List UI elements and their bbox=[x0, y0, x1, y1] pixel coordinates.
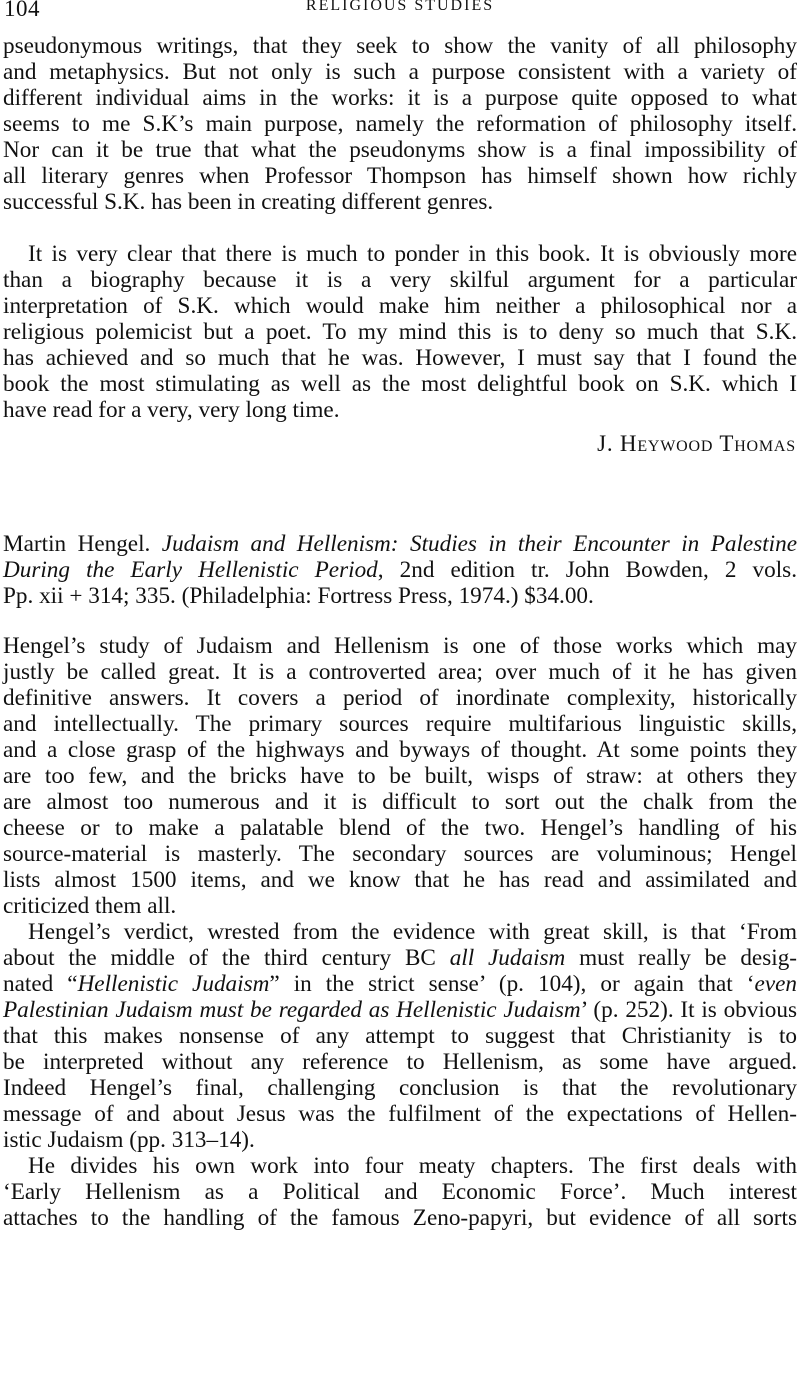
text-line: pseudonymous writings, that they seek to show the vanity of all philosophy bbox=[3, 33, 797, 59]
text-line bbox=[3, 945, 797, 971]
text-line: religious polemicist but a poet. To my mind this is to deny so much that S.K. bbox=[3, 319, 797, 345]
citation-line bbox=[3, 557, 797, 583]
text-line: interpretation of S.K. which would make him neither a philosophical nor a bbox=[3, 293, 797, 319]
text-line: are too few, and the bricks have to be built, wisps of straw: at others they bbox=[3, 763, 797, 789]
text-line: definitive answers. It covers a period of inordinate complexity, historically bbox=[3, 685, 797, 711]
text-line: seems to me S.K’s main purpose, namely the reformation of philosophy itself. bbox=[3, 111, 797, 137]
text-line: He divides his own work into four meaty chapters. The first deals with bbox=[28, 1153, 797, 1179]
text-line: lists almost 1500 items, and we know that he has read and assimilated and bbox=[3, 867, 797, 893]
text-line: have read for a very, very long time. bbox=[3, 397, 340, 423]
text-line: istic Judaism (pp. 313–14). bbox=[3, 1127, 255, 1153]
text-line: justly be called great. It is a controverted area; over much of it he has given bbox=[3, 659, 797, 685]
citation-line bbox=[3, 531, 797, 557]
italic-run: even bbox=[754, 971, 798, 997]
italic-run: Palestinian Judaism must be regarded as Hellenistic Judaism bbox=[3, 997, 581, 1023]
book-citation bbox=[3, 531, 797, 609]
page-number: 104 bbox=[4, 0, 40, 21]
running-head bbox=[0, 0, 800, 24]
text-line: different individual aims in the works: it is a purpose quite opposed to what bbox=[3, 85, 797, 111]
previous-review-paragraph-2 bbox=[3, 241, 797, 423]
text-line: message of and about Jesus was the fulfilment of the expectations of Hellen- bbox=[3, 1101, 797, 1127]
text-line bbox=[3, 997, 797, 1023]
text-run: nated “ bbox=[3, 971, 78, 997]
review-paragraph-1 bbox=[3, 633, 797, 919]
text-line: be interpreted without any reference to Hellenism, as some have argued. bbox=[3, 1049, 797, 1075]
citation-title: Judaism and Hellenism: Studies in their Encounter in Palestine bbox=[161, 531, 797, 557]
text-line: has achieved and so much that he was. However, I must say that I found the bbox=[3, 345, 797, 371]
text-line: Hengel’s study of Judaism and Hellenism is one of those works which may bbox=[3, 633, 797, 659]
previous-review-paragraph-1 bbox=[3, 33, 797, 215]
text-line: all literary genres when Professor Thompson has himself shown how richly bbox=[3, 163, 797, 189]
text-line: than a biography because it is a very skilful argument for a particular bbox=[3, 267, 797, 293]
text-run: ’ (p. 252). It is obvious bbox=[580, 997, 797, 1023]
text-line: source-material is masterly. The secondary sources are voluminous; Hengel bbox=[3, 841, 797, 867]
text-line: cheese or to make a palatable blend of the two. Hengel’s handling of his bbox=[3, 815, 797, 841]
text-line: attaches to the handling of the famous Zeno-papyri, but evidence of all sorts bbox=[3, 1205, 797, 1231]
citation-edition: , 2nd edition tr. John Bowden, 2 vols. bbox=[377, 557, 797, 583]
review-paragraph-3 bbox=[3, 1153, 797, 1231]
text-line: are almost too numerous and it is difficult to sort out the chalk from the bbox=[3, 789, 797, 815]
text-line: It is very clear that there is much to ponder in this book. It is obviously more bbox=[28, 241, 797, 267]
citation-title-continued: During the Early Hellenistic Period bbox=[3, 557, 378, 583]
review-paragraph-2 bbox=[3, 919, 797, 1153]
citation-publication: Pp. xii + 314; 335. (Philadelphia: Fortress Press, 1974.) $34.00. bbox=[3, 583, 594, 609]
citation-author: Martin Hengel. bbox=[3, 531, 151, 557]
reviewer-signature: J. Heywood Thomas bbox=[597, 431, 796, 456]
text-line: and metaphysics. But not only is such a purpose consistent with a variety of bbox=[3, 59, 797, 85]
text-line: criticized them all. bbox=[3, 893, 177, 919]
journal-title: RELIGIOUS STUDIES bbox=[305, 0, 495, 14]
text-line: Indeed Hengel’s final, challenging conclusion is that the revolutionary bbox=[3, 1075, 797, 1101]
italic-run: Hellenistic Judaism bbox=[77, 971, 270, 997]
text-line: ‘Early Hellenism as a Political and Economic Force’. Much interest bbox=[3, 1179, 797, 1205]
text-line: that this makes nonsense of any attempt to suggest that Christianity is to bbox=[3, 1023, 797, 1049]
italic-run: all Judaism bbox=[449, 945, 566, 971]
text-line bbox=[3, 971, 797, 997]
text-line: and intellectually. The primary sources require multifarious linguistic skills, bbox=[3, 711, 797, 737]
text-line: book the most stimulating as well as the most delightful book on S.K. which I bbox=[3, 371, 797, 397]
text-line: and a close grasp of the highways and byways of thought. At some points they bbox=[3, 737, 797, 763]
text-line: Hengel’s verdict, wrested from the evidence with great skill, is that ‘From bbox=[28, 919, 797, 945]
text-line: Nor can it be true that what the pseudonyms show is a final impossibility of bbox=[3, 137, 797, 163]
text-run: ” in the strict sense’ (p. 104), or again that ‘ bbox=[269, 971, 755, 997]
text-run: must really be desig- bbox=[565, 945, 798, 971]
text-line: successful S.K. has been in creating different genres. bbox=[3, 189, 494, 215]
text-run: about the middle of the third century BC bbox=[3, 945, 450, 971]
